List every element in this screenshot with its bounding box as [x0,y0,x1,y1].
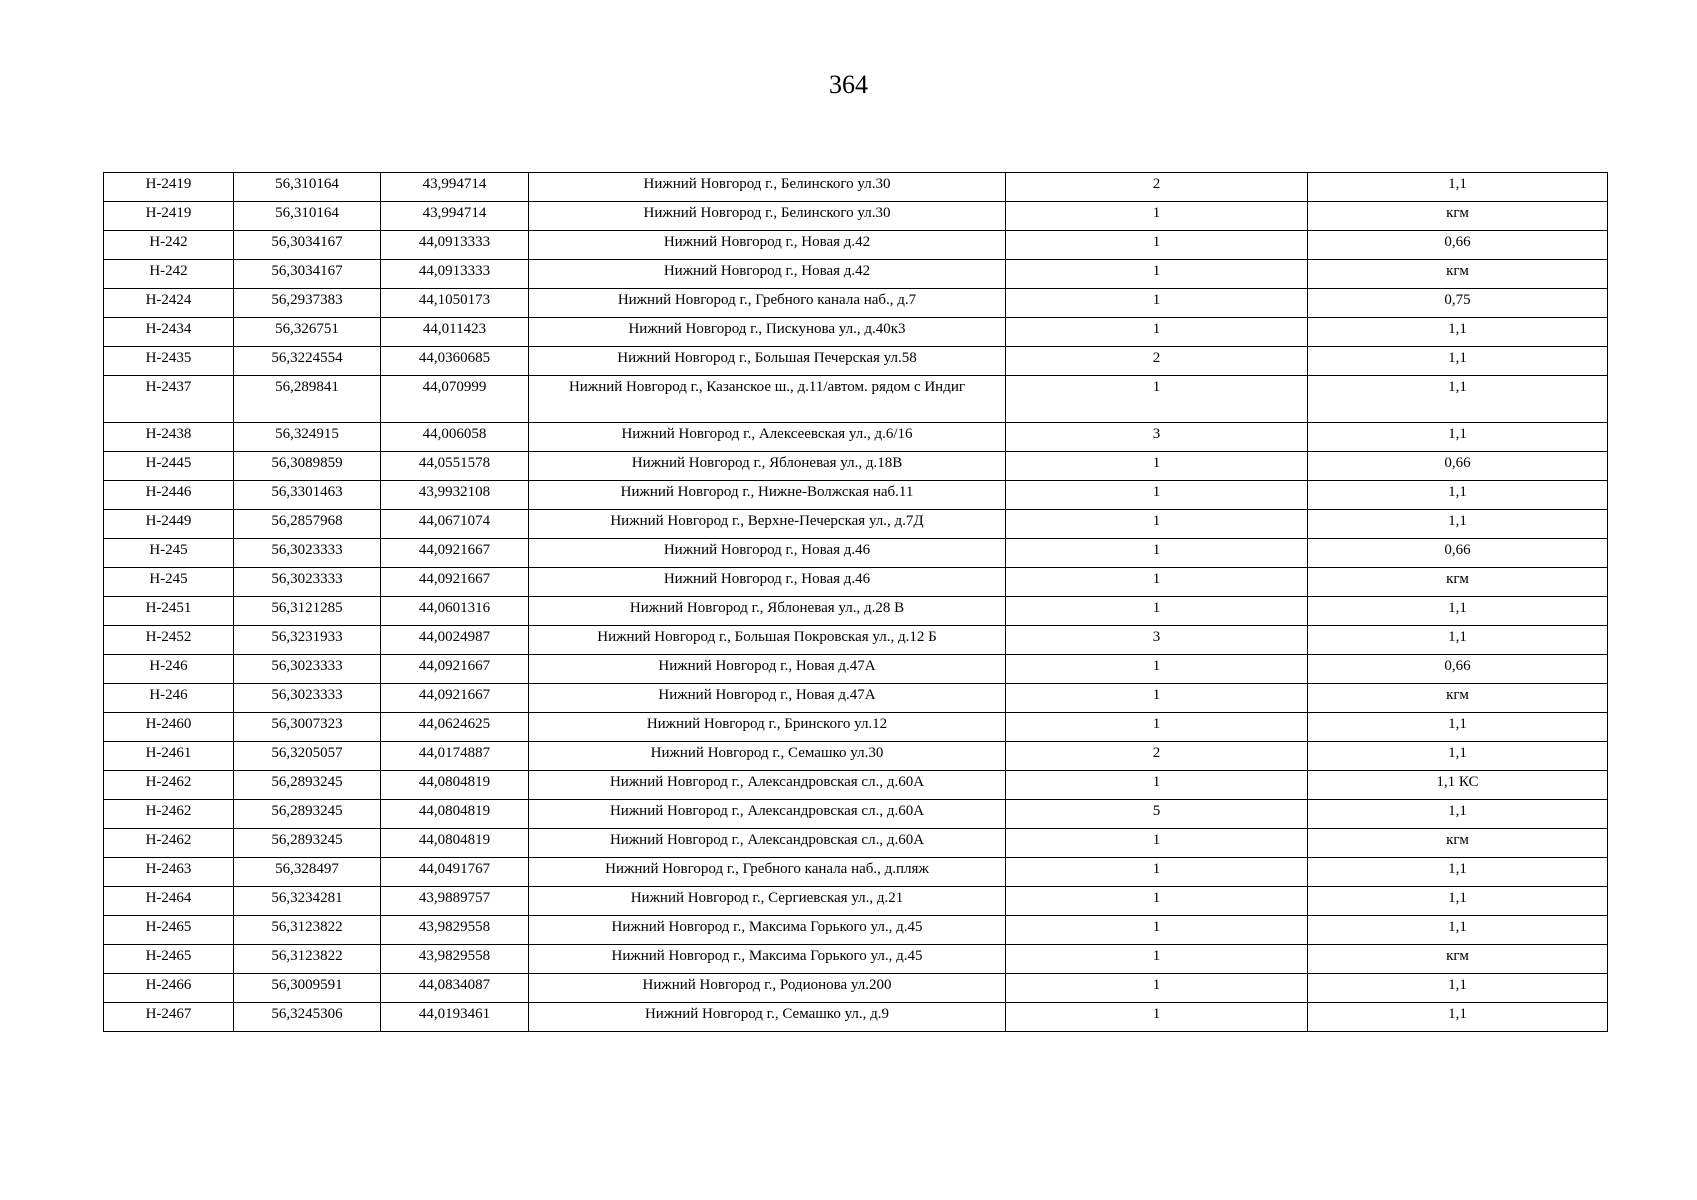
cell-count: 1 [1006,260,1308,289]
cell-address: Нижний Новгород г., Алексеевская ул., д.6/16 [529,423,1006,452]
cell-address: Нижний Новгород г., Новая д.47А [529,684,1006,713]
cell-count: 1 [1006,289,1308,318]
cell-address: Нижний Новгород г., Яблоневая ул., д.28 В [529,597,1006,626]
cell-object-id: Н-2452 [104,626,234,655]
table-row [104,481,1608,510]
table-row [104,452,1608,481]
cell-longitude: 44,0551578 [381,452,529,481]
cell-latitude: 56,326751 [234,318,381,347]
cell-count: 1 [1006,510,1308,539]
table-row [104,829,1608,858]
cell-count: 2 [1006,347,1308,376]
cell-value: кгм [1308,684,1608,713]
table-row [104,539,1608,568]
table-row [104,771,1608,800]
table-row [104,626,1608,655]
cell-latitude: 56,2893245 [234,800,381,829]
cell-object-id: Н-2467 [104,1003,234,1032]
cell-longitude: 43,994714 [381,173,529,202]
table-row [104,655,1608,684]
cell-count: 1 [1006,481,1308,510]
cell-latitude: 56,3034167 [234,231,381,260]
table-row [104,887,1608,916]
cell-latitude: 56,3023333 [234,568,381,597]
cell-latitude: 56,2893245 [234,829,381,858]
cell-longitude: 43,9889757 [381,887,529,916]
cell-value: кгм [1308,202,1608,231]
cell-address: Нижний Новгород г., Семашко ул., д.9 [529,1003,1006,1032]
cell-object-id: Н-2463 [104,858,234,887]
cell-count: 2 [1006,742,1308,771]
cell-count: 5 [1006,800,1308,829]
cell-value: 1,1 [1308,800,1608,829]
cell-longitude: 43,994714 [381,202,529,231]
table-body [104,173,1608,1032]
cell-count: 1 [1006,539,1308,568]
cell-value: 0,66 [1308,539,1608,568]
cell-address: Нижний Новгород г., Большая Покровская ул., д.12 Б [529,626,1006,655]
cell-object-id: Н-246 [104,684,234,713]
cell-longitude: 44,011423 [381,318,529,347]
cell-count: 1 [1006,974,1308,1003]
cell-object-id: Н-2465 [104,945,234,974]
table-row [104,510,1608,539]
table-row [104,974,1608,1003]
cell-value: 0,75 [1308,289,1608,318]
table-row [104,260,1608,289]
cell-value: 1,1 [1308,887,1608,916]
cell-object-id: Н-2464 [104,887,234,916]
cell-latitude: 56,3234281 [234,887,381,916]
cell-count: 1 [1006,376,1308,423]
cell-address: Нижний Новгород г., Новая д.46 [529,539,1006,568]
table-row [104,231,1608,260]
cell-object-id: Н-242 [104,231,234,260]
cell-address: Нижний Новгород г., Максима Горького ул., д.45 [529,916,1006,945]
table-row [104,713,1608,742]
cell-longitude: 44,0174887 [381,742,529,771]
cell-count: 1 [1006,655,1308,684]
cell-longitude: 44,0024987 [381,626,529,655]
cell-address: Нижний Новгород г., Казанское ш., д.11/автом. рядом с Индиг [529,376,1006,423]
cell-latitude: 56,3301463 [234,481,381,510]
cell-latitude: 56,3205057 [234,742,381,771]
table-row [104,376,1608,423]
cell-latitude: 56,310164 [234,173,381,202]
cell-object-id: Н-2465 [104,916,234,945]
cell-longitude: 44,0921667 [381,539,529,568]
table-row [104,742,1608,771]
cell-longitude: 44,0193461 [381,1003,529,1032]
cell-latitude: 56,289841 [234,376,381,423]
cell-object-id: Н-2446 [104,481,234,510]
cell-object-id: Н-2419 [104,173,234,202]
cell-longitude: 44,0360685 [381,347,529,376]
cell-latitude: 56,3123822 [234,916,381,945]
cell-address: Нижний Новгород г., Верхне-Печерская ул., д.7Д [529,510,1006,539]
cell-latitude: 56,3023333 [234,655,381,684]
cell-object-id: Н-2449 [104,510,234,539]
table-row [104,945,1608,974]
cell-count: 1 [1006,887,1308,916]
table-row [104,289,1608,318]
table-row [104,568,1608,597]
cell-longitude: 44,0921667 [381,568,529,597]
cell-object-id: Н-2434 [104,318,234,347]
cell-value: 0,66 [1308,655,1608,684]
cell-latitude: 56,2893245 [234,771,381,800]
cell-latitude: 56,2857968 [234,510,381,539]
table-row [104,1003,1608,1032]
cell-count: 1 [1006,202,1308,231]
cell-latitude: 56,310164 [234,202,381,231]
cell-count: 1 [1006,713,1308,742]
cell-value: 1,1 [1308,858,1608,887]
cell-longitude: 44,0491767 [381,858,529,887]
cell-latitude: 56,3224554 [234,347,381,376]
cell-object-id: Н-2451 [104,597,234,626]
cell-address: Нижний Новгород г., Семашко ул.30 [529,742,1006,771]
cell-address: Нижний Новгород г., Яблоневая ул., д.18В [529,452,1006,481]
cell-value: 1,1 [1308,974,1608,1003]
cell-value: 1,1 [1308,318,1608,347]
cell-longitude: 44,0913333 [381,260,529,289]
cell-object-id: Н-2460 [104,713,234,742]
cell-value: 1,1 [1308,713,1608,742]
cell-count: 1 [1006,771,1308,800]
cell-value: кгм [1308,945,1608,974]
cell-address: Нижний Новгород г., Новая д.42 [529,260,1006,289]
data-table [103,172,1608,1032]
cell-count: 1 [1006,1003,1308,1032]
table-row [104,597,1608,626]
cell-value: 0,66 [1308,231,1608,260]
cell-address: Нижний Новгород г., Александровская сл., д.60А [529,771,1006,800]
cell-object-id: Н-2462 [104,800,234,829]
cell-address: Нижний Новгород г., Сергиевская ул., д.21 [529,887,1006,916]
cell-address: Нижний Новгород г., Новая д.42 [529,231,1006,260]
cell-object-id: Н-2437 [104,376,234,423]
cell-object-id: Н-2435 [104,347,234,376]
cell-address: Нижний Новгород г., Гребного канала наб., д.пляж [529,858,1006,887]
cell-count: 2 [1006,173,1308,202]
cell-latitude: 56,328497 [234,858,381,887]
cell-value: 1,1 [1308,597,1608,626]
cell-latitude: 56,3121285 [234,597,381,626]
cell-count: 1 [1006,318,1308,347]
cell-object-id: Н-2445 [104,452,234,481]
cell-longitude: 44,0804819 [381,771,529,800]
cell-count: 3 [1006,423,1308,452]
cell-address: Нижний Новгород г., Нижне-Волжская наб.11 [529,481,1006,510]
cell-address: Нижний Новгород г., Гребного канала наб., д.7 [529,289,1006,318]
cell-object-id: Н-2462 [104,771,234,800]
cell-latitude: 56,3231933 [234,626,381,655]
cell-latitude: 56,3123822 [234,945,381,974]
cell-longitude: 44,1050173 [381,289,529,318]
table-row [104,318,1608,347]
cell-longitude: 44,006058 [381,423,529,452]
cell-latitude: 56,3034167 [234,260,381,289]
cell-longitude: 43,9829558 [381,945,529,974]
cell-count: 1 [1006,945,1308,974]
cell-object-id: Н-245 [104,539,234,568]
cell-address: Нижний Новгород г., Бринского ул.12 [529,713,1006,742]
cell-address: Нижний Новгород г., Александровская сл., д.60А [529,829,1006,858]
cell-object-id: Н-242 [104,260,234,289]
cell-count: 1 [1006,829,1308,858]
cell-longitude: 44,0921667 [381,655,529,684]
cell-value: 0,66 [1308,452,1608,481]
cell-value: 1,1 КС [1308,771,1608,800]
table-row [104,173,1608,202]
cell-value: 1,1 [1308,510,1608,539]
cell-latitude: 56,2937383 [234,289,381,318]
cell-latitude: 56,324915 [234,423,381,452]
cell-longitude: 43,9932108 [381,481,529,510]
cell-value: 1,1 [1308,1003,1608,1032]
cell-object-id: Н-245 [104,568,234,597]
cell-longitude: 44,0834087 [381,974,529,1003]
cell-value: кгм [1308,568,1608,597]
table-row [104,347,1608,376]
cell-value: 1,1 [1308,916,1608,945]
cell-object-id: Н-246 [104,655,234,684]
page-number: 364 [829,70,868,99]
cell-longitude: 44,070999 [381,376,529,423]
cell-address: Нижний Новгород г., Большая Печерская ул.58 [529,347,1006,376]
cell-longitude: 44,0921667 [381,684,529,713]
cell-object-id: Н-2461 [104,742,234,771]
cell-count: 3 [1006,626,1308,655]
cell-object-id: Н-2462 [104,829,234,858]
cell-count: 1 [1006,684,1308,713]
cell-value: 1,1 [1308,347,1608,376]
cell-value: 1,1 [1308,481,1608,510]
cell-address: Нижний Новгород г., Александровская сл., д.60А [529,800,1006,829]
cell-count: 1 [1006,568,1308,597]
cell-longitude: 44,0671074 [381,510,529,539]
cell-longitude: 44,0601316 [381,597,529,626]
cell-value: 1,1 [1308,742,1608,771]
cell-value: кгм [1308,829,1608,858]
table-row [104,858,1608,887]
cell-longitude: 44,0804819 [381,800,529,829]
cell-address: Нижний Новгород г., Пискунова ул., д.40к3 [529,318,1006,347]
cell-latitude: 56,3007323 [234,713,381,742]
cell-latitude: 56,3023333 [234,539,381,568]
table-row [104,202,1608,231]
cell-count: 1 [1006,597,1308,626]
cell-value: 1,1 [1308,173,1608,202]
cell-count: 1 [1006,858,1308,887]
cell-latitude: 56,3009591 [234,974,381,1003]
cell-latitude: 56,3023333 [234,684,381,713]
table-row [104,916,1608,945]
cell-object-id: Н-2419 [104,202,234,231]
table-row [104,684,1608,713]
cell-value: 1,1 [1308,626,1608,655]
cell-count: 1 [1006,916,1308,945]
table-row [104,423,1608,452]
cell-address: Нижний Новгород г., Белинского ул.30 [529,202,1006,231]
cell-longitude: 44,0624625 [381,713,529,742]
cell-count: 1 [1006,231,1308,260]
cell-address: Нижний Новгород г., Новая д.47А [529,655,1006,684]
cell-address: Нижний Новгород г., Новая д.46 [529,568,1006,597]
cell-longitude: 43,9829558 [381,916,529,945]
cell-object-id: Н-2424 [104,289,234,318]
cell-latitude: 56,3245306 [234,1003,381,1032]
cell-address: Нижний Новгород г., Родионова ул.200 [529,974,1006,1003]
cell-value: кгм [1308,260,1608,289]
cell-address: Нижний Новгород г., Максима Горького ул., д.45 [529,945,1006,974]
cell-value: 1,1 [1308,376,1608,423]
cell-value: 1,1 [1308,423,1608,452]
table-row [104,800,1608,829]
cell-longitude: 44,0913333 [381,231,529,260]
cell-object-id: Н-2438 [104,423,234,452]
cell-address: Нижний Новгород г., Белинского ул.30 [529,173,1006,202]
cell-count: 1 [1006,452,1308,481]
cell-longitude: 44,0804819 [381,829,529,858]
cell-object-id: Н-2466 [104,974,234,1003]
cell-latitude: 56,3089859 [234,452,381,481]
